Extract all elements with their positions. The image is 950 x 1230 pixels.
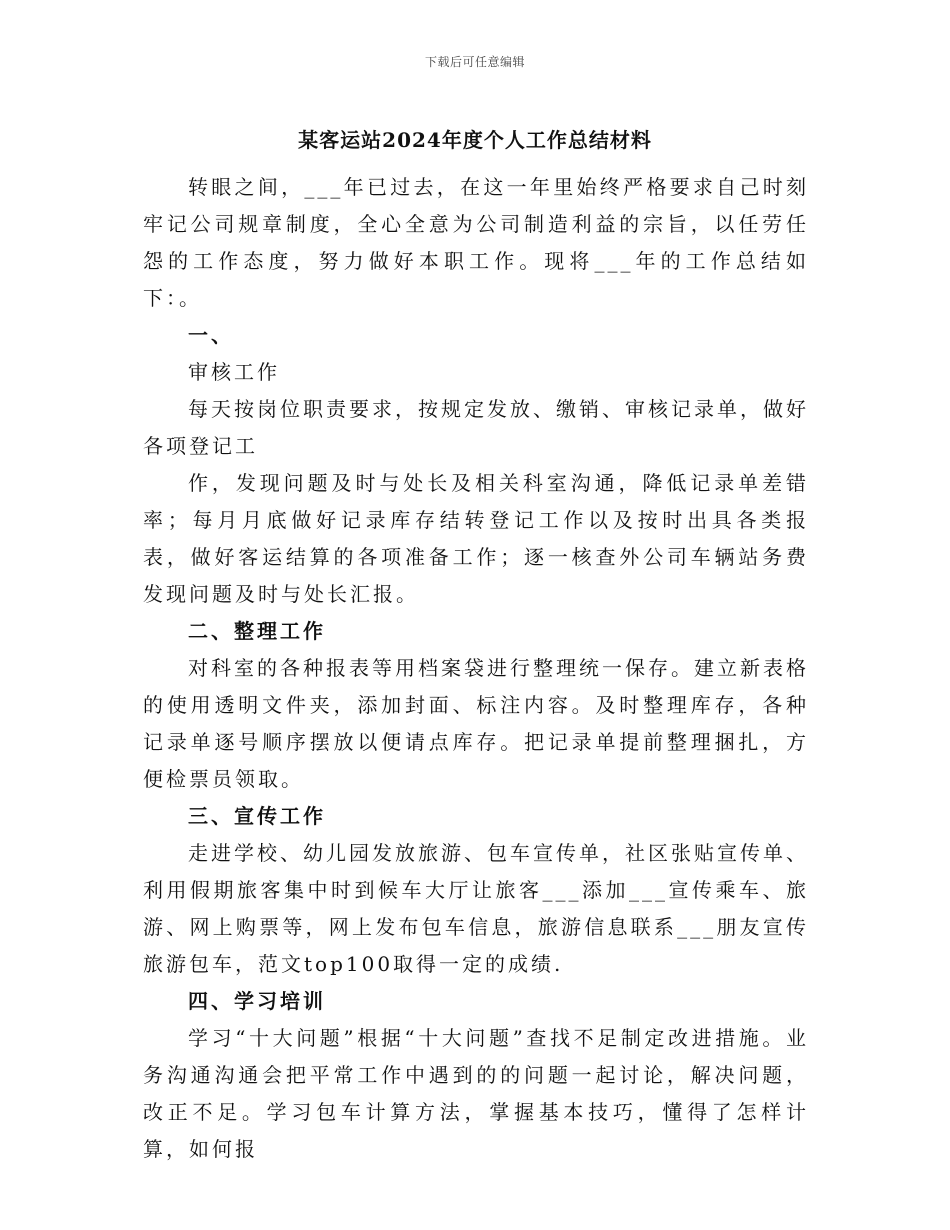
document-title: 某客运站2024年度个人工作总结材料 [298, 128, 652, 152]
section-one-paragraph-2: 作，发现问题及时与处长及相关科室沟通，降低记录单差错率；每月月底做好记录库存结转登记工作以及按时出具各类报表，做好客运结算的各项准备工作；逐一核查外公司车辆站务费发现问题及时与处长汇报。 [143, 471, 809, 606]
section-one-subtitle: 审核工作 [188, 360, 280, 384]
section-two-paragraph: 对科室的各种报表等用档案袋进行整理统一保存。建立新表格的使用透明文件夹，添加封面、标注内容。及时整理库存，各种记录单逐号顺序摆放以便请点库存。把记录单提前整理捆扎，方便检票员领取。 [143, 656, 809, 791]
document-body [143, 169, 809, 1168]
section-three-heading: 三、宣传工作 [188, 804, 326, 828]
section-two-heading: 二、整理工作 [188, 619, 326, 643]
intro-paragraph: 转眼之间，___年已过去，在这一年里始终严格要求自己时刻牢记公司规章制度，全心全意为公司制造利益的宗旨，以任劳任怨的工作态度，努力做好本职工作。现将___年的工作总结如下：。 [143, 175, 809, 310]
section-four-heading: 四、学习培训 [188, 989, 326, 1013]
section-three-paragraph: 走进学校、幼儿园发放旅游、包车宣传单，社区张贴宣传单、利用假期旅客集中时到候车大厅让旅客___添加___宣传乘车、旅游、网上购票等，网上发布包车信息，旅游信息联系___朋友宣传旅游包车，范文top100取得一定的成绩. [143, 841, 809, 976]
section-one-paragraph-1: 每天按岗位职责要求，按规定发放、缴销、审核记录单，做好各项登记工 [143, 397, 809, 458]
section-one-heading: 一、 [188, 323, 234, 347]
section-four-paragraph: 学习“十大问题”根据“十大问题”查找不足制定改进措施。业务沟通沟通会把平常工作中遇到的的问题一起讨论，解决问题，改正不足。学习包车计算方法，掌握基本技巧，懂得了怎样计算，如何报 [143, 1026, 809, 1161]
page-header-note: 下载后可任意编辑 [424, 55, 525, 69]
